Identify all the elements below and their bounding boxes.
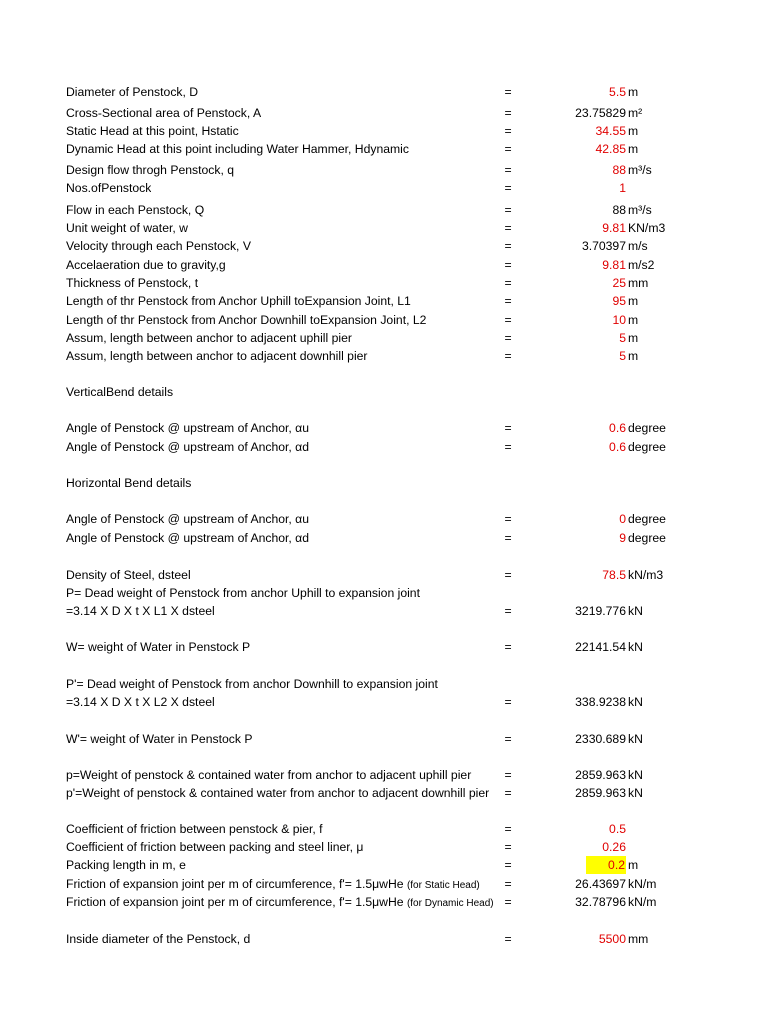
row-unit: kN: [628, 695, 643, 709]
parameter-row: [0, 347, 768, 365]
row-value: 0.6: [609, 421, 626, 435]
parameter-row: [0, 274, 768, 292]
row-label: Velocity through each Penstock, V: [66, 239, 251, 253]
row-unit: m²: [628, 106, 643, 120]
packing-length-row: [0, 856, 768, 874]
row-unit: m/s: [628, 239, 648, 253]
parameter-row: [0, 292, 768, 310]
row-value: 9.81: [602, 221, 626, 235]
weight-downhill-row: [0, 784, 768, 802]
row-label: Coefficient of friction between penstock & pier, f: [66, 822, 323, 836]
equals-sign: =: [504, 294, 512, 308]
row-value: 9.81: [602, 258, 626, 272]
row-unit: m³/s: [628, 203, 652, 217]
equals-sign: =: [504, 786, 512, 800]
row-value: 0.6: [609, 440, 626, 454]
dead-weight-uphill-row: [0, 602, 768, 620]
row-label: P= Dead weight of Penstock from anchor Uphill to expansion joint: [66, 586, 420, 600]
row-label: Assum, length between anchor to adjacent downhill pier: [66, 349, 368, 363]
row-value: 9: [619, 531, 626, 545]
row-value: 5500: [598, 932, 626, 946]
parameter-row: [0, 104, 768, 122]
row-unit: kN: [628, 768, 643, 782]
row-value: 3.70397: [581, 239, 626, 253]
row-unit: m: [628, 85, 639, 99]
row-label: Cross-Sectional area of Penstock, A: [66, 106, 262, 120]
row-value: 2859.963: [575, 786, 626, 800]
label-main: Friction of expansion joint per m of circumference, f'= 1.5μwHe: [66, 895, 404, 909]
parameter-row: [0, 83, 768, 101]
row-value: 34.55: [595, 124, 626, 138]
row-label: Unit weight of water, w: [66, 221, 188, 235]
parameter-row: [0, 179, 768, 197]
row-value: 10: [612, 313, 626, 327]
dead-weight-downhill-row: [0, 693, 768, 711]
row-value: 95: [612, 294, 626, 308]
row-value: 2330.689: [575, 732, 626, 746]
inside-diameter-row: [0, 930, 768, 948]
row-unit: kN: [628, 640, 643, 654]
row-label: W'= weight of Water in Penstock P: [66, 732, 253, 746]
equals-sign: =: [504, 349, 512, 363]
equals-sign: =: [504, 85, 512, 99]
vertical-bend-heading: VerticalBend details: [66, 385, 174, 399]
equals-sign: =: [504, 932, 512, 946]
row-value: 338.9238: [575, 695, 626, 709]
formula-label: =3.14 X D X t X L1 X dsteel: [66, 604, 215, 618]
row-label: W= weight of Water in Penstock P: [66, 640, 251, 654]
row-label: p'=Weight of penstock & contained water from anchor to adjacent downhill pier: [66, 786, 490, 800]
row-unit: mm: [628, 932, 649, 946]
row-value: 22141.54: [575, 640, 626, 654]
row-unit: KN/m3: [628, 221, 666, 235]
parameter-row: [0, 529, 768, 547]
row-label: Static Head at this point, Hstatic: [66, 124, 239, 138]
horizontal-bend-heading: Horizontal Bend details: [66, 476, 192, 490]
friction-static-row: [0, 875, 768, 893]
section-heading-vertical-bend: [0, 383, 768, 401]
parameter-row: [0, 122, 768, 140]
row-label: Dynamic Head at this point including Water Hammer, Hdynamic: [66, 142, 409, 156]
equals-sign: =: [504, 604, 512, 618]
equals-sign: =: [504, 877, 512, 891]
row-unit: degree: [628, 440, 666, 454]
equals-sign: =: [504, 822, 512, 836]
row-unit: m³/s: [628, 163, 652, 177]
row-unit: m: [628, 349, 639, 363]
row-label: Assum, length between anchor to adjacent uphill pier: [66, 331, 352, 345]
row-label: Packing length in m, e: [66, 858, 186, 872]
row-unit: degree: [628, 531, 666, 545]
water-weight-row: [0, 638, 768, 656]
equals-sign: =: [504, 421, 512, 435]
parameter-row: [0, 438, 768, 456]
row-value: 88: [612, 203, 626, 217]
formula-label: =3.14 X D X t X L2 X dsteel: [66, 695, 215, 709]
row-value: 2859.963: [575, 768, 626, 782]
row-value: 0.5: [609, 822, 626, 836]
row-label: p=Weight of penstock & contained water from anchor to adjacent uphill pier: [66, 768, 472, 782]
row-unit: kN/m3: [628, 568, 664, 582]
equals-sign: =: [504, 440, 512, 454]
label-note: (for Static Head): [406, 880, 480, 891]
equals-sign: =: [504, 331, 512, 345]
friction-pier-row: [0, 820, 768, 838]
parameter-row: [0, 140, 768, 158]
row-label: Inside diameter of the Penstock, d: [66, 932, 251, 946]
row-unit: m: [628, 331, 639, 345]
row-value: 5.5: [609, 85, 626, 99]
equals-sign: =: [504, 276, 512, 290]
friction-dynamic-row: [0, 893, 768, 911]
row-value: 5: [619, 331, 626, 345]
parameter-row: [0, 219, 768, 237]
row-value: 0: [619, 512, 626, 526]
equals-sign: =: [504, 895, 512, 909]
parameter-row: [0, 237, 768, 255]
parameter-row: [0, 256, 768, 274]
density-row: [0, 566, 768, 584]
parameter-row: [0, 311, 768, 329]
parameter-row: [0, 201, 768, 219]
equals-sign: =: [504, 568, 512, 582]
row-label: P'= Dead weight of Penstock from anchor Downhill to expansion joint: [66, 677, 438, 691]
equals-sign: =: [504, 203, 512, 217]
row-label: Accelaeration due to gravity,g: [66, 258, 226, 272]
parameter-row: [0, 161, 768, 179]
dead-weight-uphill-title: [0, 584, 768, 602]
row-label: Angle of Penstock @ upstream of Anchor, αd: [66, 440, 309, 454]
equals-sign: =: [504, 531, 512, 545]
row-label: Coefficient of friction between packing and steel liner, μ: [66, 840, 364, 854]
row-value: 23.75829: [575, 106, 626, 120]
equals-sign: =: [504, 221, 512, 235]
row-value: 26.43697: [575, 877, 626, 891]
row-label: Diameter of Penstock, D: [66, 85, 199, 99]
dead-weight-downhill-title: [0, 675, 768, 693]
row-unit: m: [628, 142, 639, 156]
water-weight-2-row: [0, 730, 768, 748]
row-label: Angle of Penstock @ upstream of Anchor, αd: [66, 531, 309, 545]
equals-sign: =: [504, 106, 512, 120]
equals-sign: =: [504, 732, 512, 746]
row-label: [66, 893, 506, 913]
label-main: Friction of expansion joint per m of circumference, f'= 1.5μwHe: [66, 877, 404, 891]
row-label: Flow in each Penstock, Q: [66, 203, 205, 217]
equals-sign: =: [504, 858, 512, 872]
parameter-row: [0, 510, 768, 528]
equals-sign: =: [504, 142, 512, 156]
parameter-row: [0, 329, 768, 347]
section-heading-horizontal-bend: [0, 474, 768, 492]
equals-sign: =: [504, 313, 512, 327]
row-unit: mm: [628, 276, 649, 290]
row-value: 3219.776: [575, 604, 626, 618]
row-unit: m: [628, 313, 639, 327]
row-unit: kN: [628, 786, 643, 800]
row-unit: m: [628, 124, 639, 138]
equals-sign: =: [504, 512, 512, 526]
row-value: 1: [619, 181, 626, 195]
row-unit: m/s2: [628, 258, 655, 272]
row-unit: kN: [628, 604, 643, 618]
friction-packing-row: [0, 838, 768, 856]
row-value: 5: [619, 349, 626, 363]
equals-sign: =: [504, 640, 512, 654]
row-unit: kN: [628, 732, 643, 746]
row-label: Length of thr Penstock from Anchor Downhill toExpansion Joint, L2: [66, 313, 427, 327]
row-label: Length of thr Penstock from Anchor Uphill toExpansion Joint, L1: [66, 294, 411, 308]
row-label: Angle of Penstock @ upstream of Anchor, αu: [66, 512, 309, 526]
row-unit: m: [628, 858, 639, 872]
weight-uphill-row: [0, 766, 768, 784]
row-label: Angle of Penstock @ upstream of Anchor, αu: [66, 421, 309, 435]
row-label: [66, 875, 506, 895]
row-value: 78.5: [602, 568, 626, 582]
equals-sign: =: [504, 163, 512, 177]
row-value: 0.26: [602, 840, 626, 854]
row-label: Density of Steel, dsteel: [66, 568, 191, 582]
equals-sign: =: [504, 124, 512, 138]
row-unit: kN/m: [628, 877, 657, 891]
row-label: Thickness of Penstock, t: [66, 276, 199, 290]
row-value: 42.85: [595, 142, 626, 156]
equals-sign: =: [504, 181, 512, 195]
row-label: Nos.ofPenstock: [66, 181, 152, 195]
row-unit: m: [628, 294, 639, 308]
row-unit: kN/m: [628, 895, 657, 909]
row-label: Design flow throgh Penstock, q: [66, 163, 235, 177]
row-value: 25: [612, 276, 626, 290]
row-value: 32.78796: [575, 895, 626, 909]
parameter-row: [0, 419, 768, 437]
equals-sign: =: [504, 695, 512, 709]
row-unit: degree: [628, 512, 666, 526]
label-note: (for Dynamic Head): [406, 898, 494, 909]
highlighted-cell-value[interactable]: 0.2: [586, 856, 626, 874]
row-unit: degree: [628, 421, 666, 435]
row-value: 88: [612, 163, 626, 177]
equals-sign: =: [504, 239, 512, 253]
equals-sign: =: [504, 840, 512, 854]
equals-sign: =: [504, 768, 512, 782]
equals-sign: =: [504, 258, 512, 272]
